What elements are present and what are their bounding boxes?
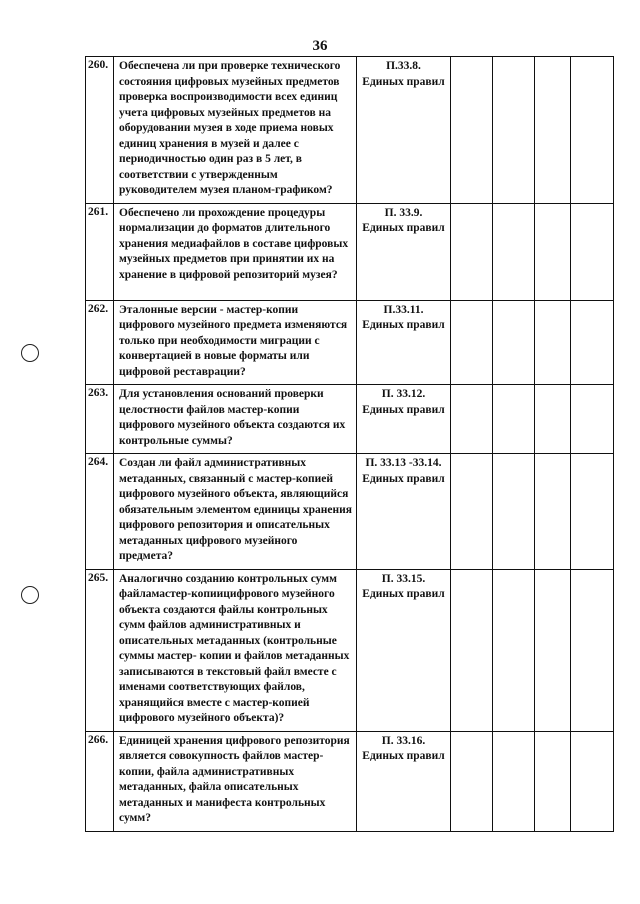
table-row bbox=[86, 385, 614, 454]
reference-cell bbox=[357, 385, 451, 454]
reference-source: Единых правил bbox=[362, 222, 445, 234]
question-text: Единицей хранения цифрового репозитория является совокупность файлов мастер-копии, файла административных метаданных, файла описательных метаданных и манифеста контрольных сумм? bbox=[114, 731, 357, 831]
row-number: 262. bbox=[86, 300, 114, 385]
reference-cell bbox=[357, 203, 451, 300]
answer-cell-na bbox=[535, 300, 571, 385]
reference-cell bbox=[357, 57, 451, 204]
answer-cell-na bbox=[535, 385, 571, 454]
reference-cell bbox=[357, 731, 451, 831]
reference-clause: П. 33.16. bbox=[381, 734, 426, 747]
reference-cell bbox=[357, 454, 451, 570]
answer-cell-yes bbox=[451, 569, 493, 731]
reference-source: Единых правил bbox=[362, 588, 445, 600]
table-row bbox=[86, 454, 614, 570]
reference-source: Единых правил bbox=[362, 319, 445, 331]
answer-cell-na bbox=[535, 454, 571, 570]
note-cell bbox=[571, 385, 614, 454]
table-row bbox=[86, 569, 614, 731]
row-number: 260. bbox=[86, 57, 114, 204]
note-cell bbox=[571, 57, 614, 204]
question-text: Создан ли файл административных метаданных, связанный с мастер-копией цифрового музейного объекта, являющийся обязательным элементом единицы хранения цифрового репозитория и описательных метаданных цифрового музейного предмета? bbox=[114, 454, 357, 570]
answer-cell-yes bbox=[451, 57, 493, 204]
question-text: Эталонные версии - мастер-копии цифрового музейного предмета изменяются только при необходимости миграции с конвертацией в новые форматы или цифровой реставрации? bbox=[114, 300, 357, 385]
reference-cell bbox=[357, 300, 451, 385]
reference-source: Единых правил bbox=[362, 75, 445, 88]
table-row bbox=[86, 300, 614, 385]
note-cell bbox=[571, 569, 614, 731]
answer-cell-na bbox=[535, 731, 571, 831]
note-cell bbox=[571, 454, 614, 570]
note-cell bbox=[571, 731, 614, 831]
table-row bbox=[86, 203, 614, 300]
reference-cell bbox=[357, 569, 451, 731]
table-row bbox=[86, 731, 614, 831]
reference-source: Единых правил bbox=[362, 403, 445, 416]
reference-source: Единых правил bbox=[362, 472, 445, 485]
answer-cell-no bbox=[493, 454, 535, 570]
answer-cell-na bbox=[535, 57, 571, 204]
answer-cell-na bbox=[535, 203, 571, 300]
answer-cell-no bbox=[493, 203, 535, 300]
answer-cell-yes bbox=[451, 731, 493, 831]
row-number: 263. bbox=[86, 385, 114, 454]
binder-hole-circle bbox=[21, 586, 39, 604]
page-number: 36 bbox=[312, 38, 328, 54]
answer-cell-yes bbox=[451, 203, 493, 300]
answer-cell-na bbox=[535, 569, 571, 731]
note-cell bbox=[571, 300, 614, 385]
reference-clause: П. 33.12. bbox=[381, 388, 426, 400]
question-text: Для установления оснований проверки целостности файлов мастер-копии цифрового музейного объекта создаются их контрольные суммы? bbox=[114, 385, 357, 454]
question-text: Обеспечена ли при проверке технического состояния цифровых музейных предметов проверка воспроизводимости всех единиц учета цифровых музейных предметов на оборудовании музея в ходе приема новых единиц хранения в музей и далее с периодичностью один раз в 5 лет, в соответствии с утвержденным руководителем музея планом-графиком? bbox=[114, 57, 357, 204]
question-text: Аналогично созданию контрольных сумм файламастер-копиицифрового музейного объекта создаются файлы контрольных сумм файлов административных и описательных метаданных (контрольные суммы мастер- копии и файлов метаданных записываются в текстовый файл вместе с именами соответствующих файлов, хранящийся вместе с мастер-копией цифрового музейного объекта)? bbox=[114, 569, 357, 731]
row-number: 265. bbox=[86, 569, 114, 731]
answer-cell-no bbox=[493, 731, 535, 831]
binder-hole-circle bbox=[21, 344, 39, 362]
row-number: 261. bbox=[86, 203, 114, 300]
checklist-table bbox=[85, 56, 614, 832]
answer-cell-yes bbox=[451, 385, 493, 454]
row-number: 266. bbox=[86, 731, 114, 831]
answer-cell-no bbox=[493, 57, 535, 204]
answer-cell-no bbox=[493, 385, 535, 454]
table-row bbox=[86, 57, 614, 204]
answer-cell-no bbox=[493, 300, 535, 385]
reference-clause: П. 33.13 -33.14. bbox=[365, 457, 442, 469]
reference-clause: П.33.11. bbox=[383, 303, 424, 316]
reference-source: Единых правил bbox=[362, 750, 445, 762]
reference-clause: П. 33.15. bbox=[381, 572, 426, 585]
question-text: Обеспечено ли прохождение процедуры нормализации до форматов длительного хранения медиафайлов в составе цифровых музейных предметов при принятии их на хранение в цифровой репозиторий музея? bbox=[114, 203, 357, 300]
answer-cell-yes bbox=[451, 300, 493, 385]
reference-clause: П. 33.9. bbox=[384, 206, 423, 219]
answer-cell-no bbox=[493, 569, 535, 731]
note-cell bbox=[571, 203, 614, 300]
reference-clause: П.33.8. bbox=[386, 60, 421, 72]
answer-cell-yes bbox=[451, 454, 493, 570]
row-number: 264. bbox=[86, 454, 114, 570]
